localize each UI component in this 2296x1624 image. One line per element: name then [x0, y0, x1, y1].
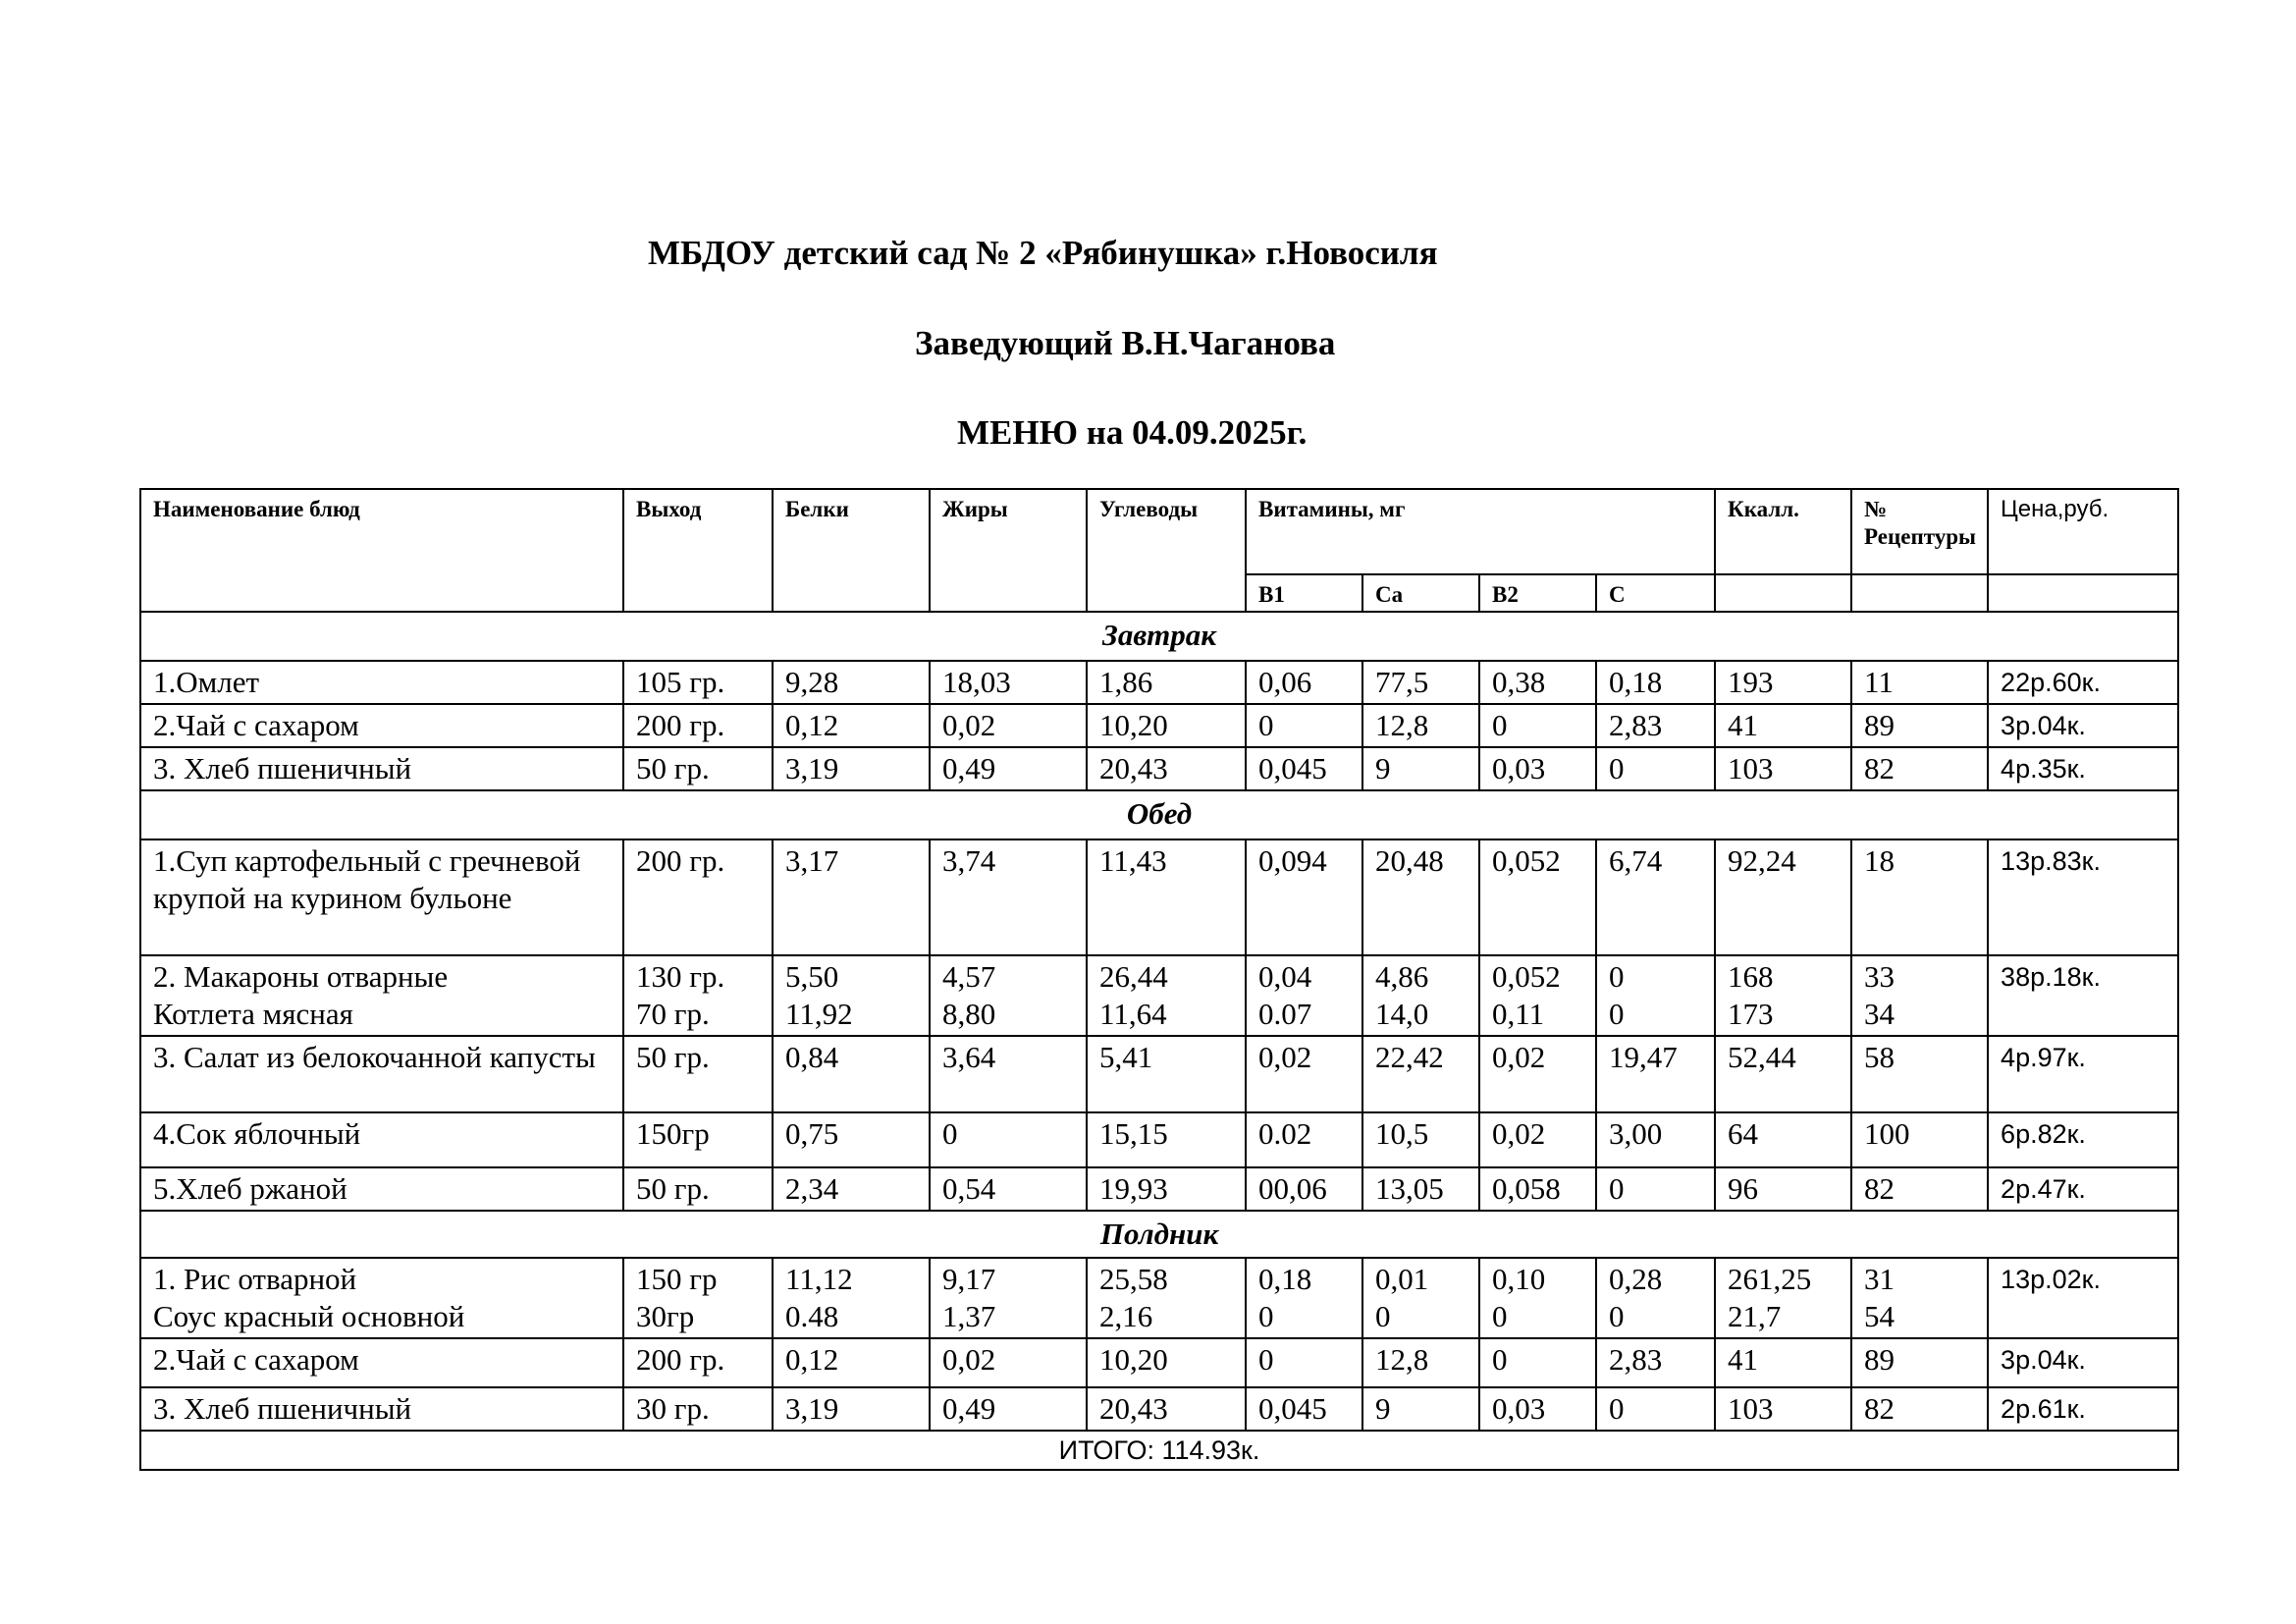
table-body [140, 612, 2178, 1431]
cell-line: 0,052 [1492, 959, 1561, 994]
cell-protein [773, 1258, 930, 1338]
cell-fat: 0,02 [930, 1338, 1087, 1387]
col-header-protein: Белки [773, 489, 930, 612]
col-header-price: Цена,руб. [1988, 489, 2178, 574]
cell-b1: 0 [1246, 1338, 1362, 1387]
cell-line: 0 [1492, 1299, 1508, 1333]
cell-line: 54 [1864, 1299, 1896, 1333]
cell-name: 4.Сок яблочный [140, 1112, 623, 1167]
cell-protein: 2,34 [773, 1167, 930, 1211]
col-header-carbs: Углеводы [1087, 489, 1246, 612]
cell-price: 4р.35к. [1988, 747, 2178, 790]
table-header-row [140, 489, 2178, 574]
empty-cell [1988, 574, 2178, 612]
table-row [140, 955, 2178, 1036]
cell-fat: 0 [930, 1112, 1087, 1167]
cell-b2 [1479, 1258, 1596, 1338]
col-header-yield: Выход [623, 489, 773, 612]
cell-b2 [1479, 955, 1596, 1036]
cell-kcal: 92,24 [1715, 839, 1851, 955]
table-row [140, 1036, 2178, 1112]
cell-yield: 200 гр. [623, 704, 773, 747]
cell-kcal [1715, 1258, 1851, 1338]
cell-line: 130 гр. [636, 959, 725, 994]
cell-line: 0.07 [1258, 997, 1312, 1031]
cell-ca: 9 [1362, 1387, 1479, 1431]
cell-protein: 3,19 [773, 1387, 930, 1431]
cell-line: 0 [1609, 1299, 1625, 1333]
cell-protein: 9,28 [773, 661, 930, 704]
cell-c [1596, 955, 1715, 1036]
cell-line: 2,16 [1099, 1299, 1153, 1333]
cell-recipe [1851, 955, 1988, 1036]
cell-c: 0 [1596, 1387, 1715, 1431]
cell-b2: 0,03 [1479, 747, 1596, 790]
cell-line: 30гр [636, 1299, 695, 1333]
cell-carbs: 19,93 [1087, 1167, 1246, 1211]
cell-kcal [1715, 955, 1851, 1036]
col-header-b1: В1 [1246, 574, 1362, 612]
cell-yield: 50 гр. [623, 1036, 773, 1112]
cell-line: 31 [1864, 1262, 1896, 1296]
cell-line: 0,01 [1375, 1262, 1429, 1296]
cell-name: 3. Хлеб пшеничный [140, 1387, 623, 1431]
cell-protein: 0,12 [773, 1338, 930, 1387]
cell-line: Соус красный основной [153, 1299, 465, 1333]
cell-line: 0 [1258, 1299, 1274, 1333]
cell-carbs: 15,15 [1087, 1112, 1246, 1167]
cell-yield: 150гр [623, 1112, 773, 1167]
empty-cell [1715, 574, 1851, 612]
col-header-ca: Са [1362, 574, 1479, 612]
cell-b2: 0,052 [1479, 839, 1596, 955]
table-row [140, 1167, 2178, 1211]
cell-ca: 13,05 [1362, 1167, 1479, 1211]
cell-protein: 0,75 [773, 1112, 930, 1167]
table-row [140, 1112, 2178, 1167]
cell-fat: 0,02 [930, 704, 1087, 747]
cell-line: 0 [1609, 997, 1625, 1031]
cell-ca: 20,48 [1362, 839, 1479, 955]
section-row [140, 1211, 2178, 1258]
cell-line: 0,04 [1258, 959, 1312, 994]
col-header-fat: Жиры [930, 489, 1087, 612]
cell-c: 19,47 [1596, 1036, 1715, 1112]
table-row [140, 839, 2178, 955]
cell-kcal: 103 [1715, 1387, 1851, 1431]
cell-carbs: 10,20 [1087, 704, 1246, 747]
empty-cell [1851, 574, 1988, 612]
cell-carbs: 5,41 [1087, 1036, 1246, 1112]
cell-name [140, 955, 623, 1036]
cell-price: 3р.04к. [1988, 1338, 2178, 1387]
cell-fat [930, 955, 1087, 1036]
cell-line: 26,44 [1099, 959, 1168, 994]
cell-line: 14,0 [1375, 997, 1429, 1031]
cell-price: 4р.97к. [1988, 1036, 2178, 1112]
cell-line: 4,86 [1375, 959, 1429, 994]
cell-fat: 0,49 [930, 1387, 1087, 1431]
cell-ca: 12,8 [1362, 1338, 1479, 1387]
cell-kcal: 64 [1715, 1112, 1851, 1167]
cell-ca: 10,5 [1362, 1112, 1479, 1167]
cell-line: 0,10 [1492, 1262, 1546, 1296]
cell-ca: 77,5 [1362, 661, 1479, 704]
cell-b2: 0,02 [1479, 1036, 1596, 1112]
cell-name: 5.Хлеб ржаной [140, 1167, 623, 1211]
cell-carbs [1087, 1258, 1246, 1338]
col-header-recipe: № Рецептуры [1851, 489, 1988, 574]
cell-line: 0,28 [1609, 1262, 1663, 1296]
section-title: Полдник [140, 1211, 2178, 1258]
cell-protein: 3,19 [773, 747, 930, 790]
cell-b1: 0,06 [1246, 661, 1362, 704]
cell-line: 11,12 [785, 1262, 853, 1296]
cell-b1: 0.02 [1246, 1112, 1362, 1167]
cell-protein: 0,84 [773, 1036, 930, 1112]
cell-line: 34 [1864, 997, 1896, 1031]
cell-carbs: 11,43 [1087, 839, 1246, 955]
cell-fat: 0,54 [930, 1167, 1087, 1211]
cell-ca: 9 [1362, 747, 1479, 790]
cell-fat: 0,49 [930, 747, 1087, 790]
table-row [140, 704, 2178, 747]
cell-recipe: 100 [1851, 1112, 1988, 1167]
cell-b1 [1246, 955, 1362, 1036]
cell-fat: 3,64 [930, 1036, 1087, 1112]
col-header-kcal: Ккалл. [1715, 489, 1851, 574]
cell-price: 6р.82к. [1988, 1112, 2178, 1167]
section-row [140, 612, 2178, 661]
cell-c: 6,74 [1596, 839, 1715, 955]
cell-protein: 0,12 [773, 704, 930, 747]
cell-kcal: 96 [1715, 1167, 1851, 1211]
cell-carbs: 20,43 [1087, 1387, 1246, 1431]
cell-kcal: 52,44 [1715, 1036, 1851, 1112]
cell-name [140, 1258, 623, 1338]
cell-ca: 22,42 [1362, 1036, 1479, 1112]
col-header-b2: В2 [1479, 574, 1596, 612]
cell-recipe: 89 [1851, 1338, 1988, 1387]
cell-price: 13р.83к. [1988, 839, 2178, 955]
cell-recipe: 82 [1851, 1167, 1988, 1211]
organization-title: МБДОУ детский сад № 2 «Рябинушка» г.Новосиля [648, 234, 1438, 272]
cell-fat: 3,74 [930, 839, 1087, 955]
cell-c: 2,83 [1596, 1338, 1715, 1387]
cell-carbs: 1,86 [1087, 661, 1246, 704]
col-header-vitamins: Витамины, мг [1246, 489, 1715, 574]
section-title: Обед [140, 790, 2178, 839]
cell-protein [773, 955, 930, 1036]
cell-carbs: 20,43 [1087, 747, 1246, 790]
cell-kcal: 41 [1715, 1338, 1851, 1387]
cell-c: 2,83 [1596, 704, 1715, 747]
cell-yield: 30 гр. [623, 1387, 773, 1431]
table-row [140, 1338, 2178, 1387]
cell-line: 0,11 [1492, 997, 1545, 1031]
cell-yield: 50 гр. [623, 1167, 773, 1211]
cell-b1 [1246, 1258, 1362, 1338]
cell-price: 2р.61к. [1988, 1387, 2178, 1431]
cell-line: 173 [1728, 997, 1774, 1031]
cell-name: 2.Чай с сахаром [140, 704, 623, 747]
cell-kcal: 41 [1715, 704, 1851, 747]
cell-kcal: 103 [1715, 747, 1851, 790]
cell-c: 0,18 [1596, 661, 1715, 704]
col-header-name: Наименование блюд [140, 489, 623, 612]
cell-line: 1,37 [942, 1299, 996, 1333]
menu-table [139, 488, 2179, 1471]
cell-name: 1.Суп картофельный с гречневой крупой на курином бульоне [140, 839, 623, 955]
cell-b1: 0,045 [1246, 1387, 1362, 1431]
cell-name: 3. Салат из белокочанной капусты [140, 1036, 623, 1112]
table-row [140, 1258, 2178, 1338]
cell-yield: 50 гр. [623, 747, 773, 790]
cell-recipe: 58 [1851, 1036, 1988, 1112]
cell-recipe: 82 [1851, 747, 1988, 790]
cell-yield [623, 1258, 773, 1338]
total-row [140, 1431, 2178, 1470]
cell-yield [623, 955, 773, 1036]
cell-b2: 0,02 [1479, 1112, 1596, 1167]
cell-recipe: 89 [1851, 704, 1988, 747]
section-row [140, 790, 2178, 839]
cell-b2: 0 [1479, 1338, 1596, 1387]
cell-kcal: 193 [1715, 661, 1851, 704]
cell-name: 3. Хлеб пшеничный [140, 747, 623, 790]
cell-fat: 18,03 [930, 661, 1087, 704]
cell-line: 2. Макароны отварные [153, 959, 449, 994]
cell-line: 4,57 [942, 959, 996, 994]
cell-ca [1362, 955, 1479, 1036]
cell-line: 11,64 [1099, 997, 1167, 1031]
cell-protein: 3,17 [773, 839, 930, 955]
cell-c: 3,00 [1596, 1112, 1715, 1167]
cell-line: 70 гр. [636, 997, 710, 1031]
cell-yield: 200 гр. [623, 1338, 773, 1387]
menu-title: МЕНЮ на 04.09.2025г. [957, 413, 1308, 452]
cell-price: 13р.02к. [1988, 1258, 2178, 1338]
cell-name: 2.Чай с сахаром [140, 1338, 623, 1387]
cell-ca [1362, 1258, 1479, 1338]
cell-b1: 00,06 [1246, 1167, 1362, 1211]
col-header-c: С [1596, 574, 1715, 612]
cell-b1: 0,094 [1246, 839, 1362, 955]
cell-line: 11,92 [785, 997, 853, 1031]
cell-line: 5,50 [785, 959, 839, 994]
cell-line: 0 [1609, 959, 1625, 994]
cell-b2: 0,058 [1479, 1167, 1596, 1211]
cell-c: 0 [1596, 1167, 1715, 1211]
cell-yield: 200 гр. [623, 839, 773, 955]
cell-name: 1.Омлет [140, 661, 623, 704]
cell-b1: 0 [1246, 704, 1362, 747]
cell-yield: 105 гр. [623, 661, 773, 704]
cell-line: 1. Рис отварной [153, 1262, 357, 1296]
table-row [140, 747, 2178, 790]
cell-line: Котлета мясная [153, 997, 353, 1031]
cell-line: 150 гр [636, 1262, 718, 1296]
cell-line: 0,18 [1258, 1262, 1312, 1296]
cell-carbs [1087, 955, 1246, 1036]
cell-line: 168 [1728, 959, 1774, 994]
cell-fat [930, 1258, 1087, 1338]
cell-price: 2р.47к. [1988, 1167, 2178, 1211]
section-title: Завтрак [140, 612, 2178, 661]
cell-b1: 0,02 [1246, 1036, 1362, 1112]
cell-carbs: 10,20 [1087, 1338, 1246, 1387]
cell-price: 22р.60к. [1988, 661, 2178, 704]
table-row [140, 661, 2178, 704]
cell-ca: 12,8 [1362, 704, 1479, 747]
table-row [140, 1387, 2178, 1431]
cell-recipe [1851, 1258, 1988, 1338]
cell-b2: 0,03 [1479, 1387, 1596, 1431]
cell-recipe: 11 [1851, 661, 1988, 704]
cell-line: 0 [1375, 1299, 1391, 1333]
cell-line: 9,17 [942, 1262, 996, 1296]
head-name: Заведующий В.Н.Чаганова [915, 324, 1336, 362]
cell-price: 38р.18к. [1988, 955, 2178, 1036]
cell-recipe: 82 [1851, 1387, 1988, 1431]
cell-line: 0.48 [785, 1299, 839, 1333]
cell-price: 3р.04к. [1988, 704, 2178, 747]
cell-c: 0 [1596, 747, 1715, 790]
cell-line: 261,25 [1728, 1262, 1812, 1296]
cell-recipe: 18 [1851, 839, 1988, 955]
cell-line: 25,58 [1099, 1262, 1168, 1296]
cell-c [1596, 1258, 1715, 1338]
cell-line: 21,7 [1728, 1299, 1782, 1333]
cell-b2: 0,38 [1479, 661, 1596, 704]
cell-line: 33 [1864, 959, 1896, 994]
total-label: ИТОГО: 114.93к. [140, 1431, 2178, 1470]
cell-b2: 0 [1479, 704, 1596, 747]
cell-line: 8,80 [942, 997, 996, 1031]
cell-b1: 0,045 [1246, 747, 1362, 790]
